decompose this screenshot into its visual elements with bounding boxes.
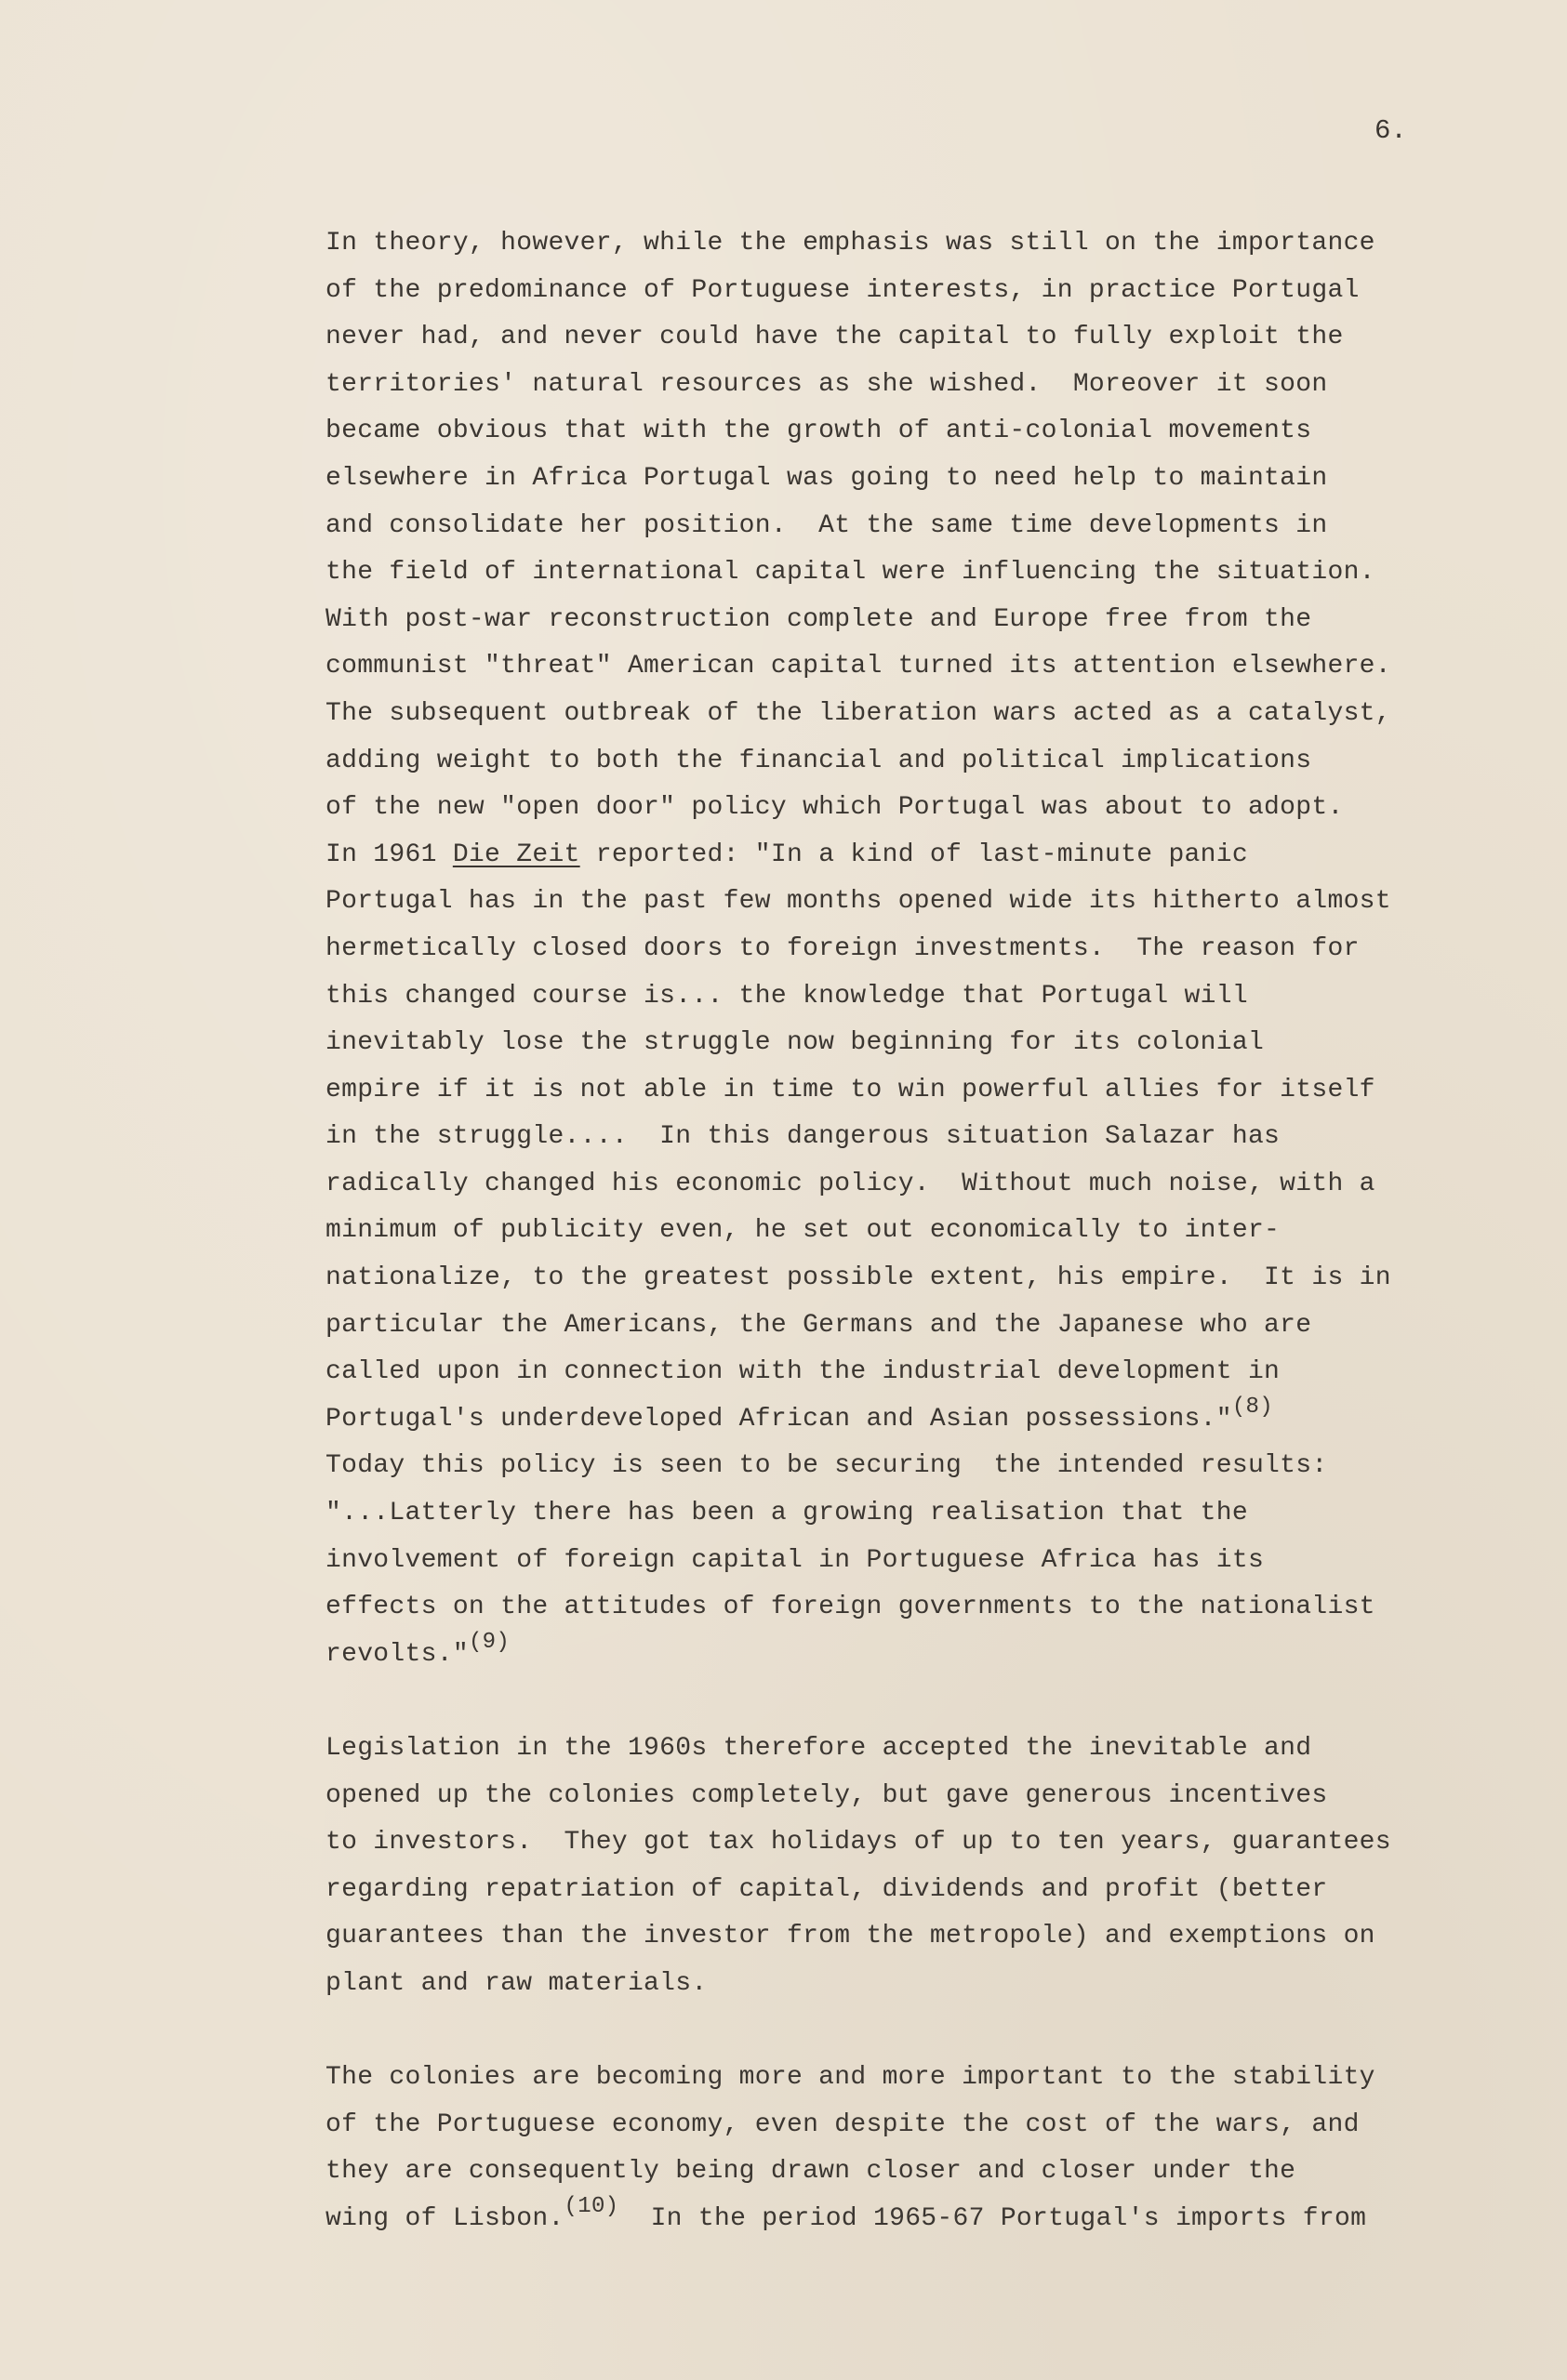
footnote-marker: (10)	[564, 2193, 619, 2219]
text-line-footnote-9	[325, 1629, 1391, 1679]
text-line: radically changed his economic policy. Without much noise, with a	[325, 1169, 1375, 1198]
text-line: never had, and never could have the capital to fully exploit the	[325, 323, 1344, 352]
text-line: hermetically closed doors to foreign investments. The reason for	[325, 933, 1360, 963]
page-number: 6.	[1374, 115, 1407, 146]
line-text: Portugal's underdeveloped African and Asian possessions."	[325, 1404, 1232, 1434]
paragraph-3	[325, 2055, 1375, 2242]
paragraph-2	[325, 1726, 1391, 2008]
text-line: elsewhere in Africa Portugal was going to need help to maintain	[325, 463, 1328, 493]
paragraph-1	[325, 220, 1391, 1678]
line-end: reported: "In a kind of last-minute panic	[579, 840, 1248, 869]
text-line: With post-war reconstruction complete and Europe free from the	[325, 604, 1312, 634]
text-line: called upon in connection with the industrial development in	[325, 1357, 1281, 1387]
text-line: nationalize, to the greatest possible extent, his empire. It is in	[325, 1263, 1391, 1293]
text-line: regarding repatriation of capital, dividends and profit (better	[325, 1874, 1328, 1904]
text-line: involvement of foreign capital in Portuguese Africa has its	[325, 1545, 1265, 1575]
text-line: and consolidate her position. At the same time developments in	[325, 510, 1328, 540]
text-line: became obvious that with the growth of anti-colonial movements	[325, 416, 1312, 446]
text-line: The subsequent outbreak of the liberation wars acted as a catalyst,	[325, 698, 1391, 728]
text-line: to investors. They got tax holidays of up to ten years, guarantees	[325, 1828, 1391, 1858]
text-line: effects on the attitudes of foreign governments to the nationalist	[325, 1593, 1375, 1622]
text-line: inevitably lose the struggle now beginning for its colonial	[325, 1028, 1265, 1058]
text-line: of the new "open door" policy which Portugal was about to adopt.	[325, 793, 1344, 823]
text-line: In theory, however, while the emphasis was still on the importance	[325, 229, 1375, 258]
text-line: empire if it is not able in time to win powerful allies for itself	[325, 1075, 1375, 1104]
text-line: they are consequently being drawn closer and closer under the	[325, 2157, 1296, 2187]
line-text: revolts."	[325, 1639, 469, 1669]
line-start: In 1961	[325, 840, 453, 869]
text-line-footnote-8	[325, 1396, 1391, 1444]
text-line: communist "threat" American capital turned its attention elsewhere.	[325, 652, 1391, 681]
line-start: wing of Lisbon.	[325, 2203, 564, 2233]
text-line: guarantees than the investor from the metropole) and exemptions on	[325, 1922, 1375, 1951]
text-line: Portugal has in the past few months opened wide its hitherto almost	[325, 887, 1391, 917]
text-line-die-zeit	[325, 832, 1391, 879]
text-line: of the Portuguese economy, even despite the cost of the wars, and	[325, 2109, 1360, 2139]
text-line: this changed course is... the knowledge that Portugal will	[325, 981, 1248, 1011]
text-line-footnote-10	[325, 2193, 1375, 2243]
text-line: in the struggle.... In this dangerous situation Salazar has	[325, 1122, 1281, 1152]
text-line: particular the Americans, the Germans and the Japanese who are	[325, 1310, 1312, 1340]
text-line: minimum of publicity even, he set out economically to inter-	[325, 1216, 1281, 1246]
footnote-marker: (9)	[468, 1629, 511, 1655]
text-line: territories' natural resources as she wished. Moreover it soon	[325, 369, 1328, 399]
text-line: the field of international capital were influencing the situation.	[325, 558, 1375, 588]
text-line: adding weight to both the financial and political implications	[325, 746, 1312, 775]
text-line: "...Latterly there has been a growing realisation that the	[325, 1499, 1248, 1528]
text-line: opened up the colonies completely, but gave generous incentives	[325, 1780, 1328, 1810]
text-line: of the predominance of Portuguese interests, in practice Portugal	[325, 275, 1360, 305]
publication-title: Die Zeit	[452, 840, 580, 869]
footnote-marker: (8)	[1231, 1394, 1273, 1420]
line-end: In the period 1965-67 Portugal's imports from	[618, 2203, 1367, 2233]
text-line: The colonies are becoming more and more important to the stability	[325, 2063, 1375, 2092]
text-line: Today this policy is seen to be securing the intended results:	[325, 1451, 1328, 1481]
text-line: Legislation in the 1960s therefore accepted the inevitable and	[325, 1734, 1312, 1763]
text-line: plant and raw materials.	[325, 1968, 708, 1998]
